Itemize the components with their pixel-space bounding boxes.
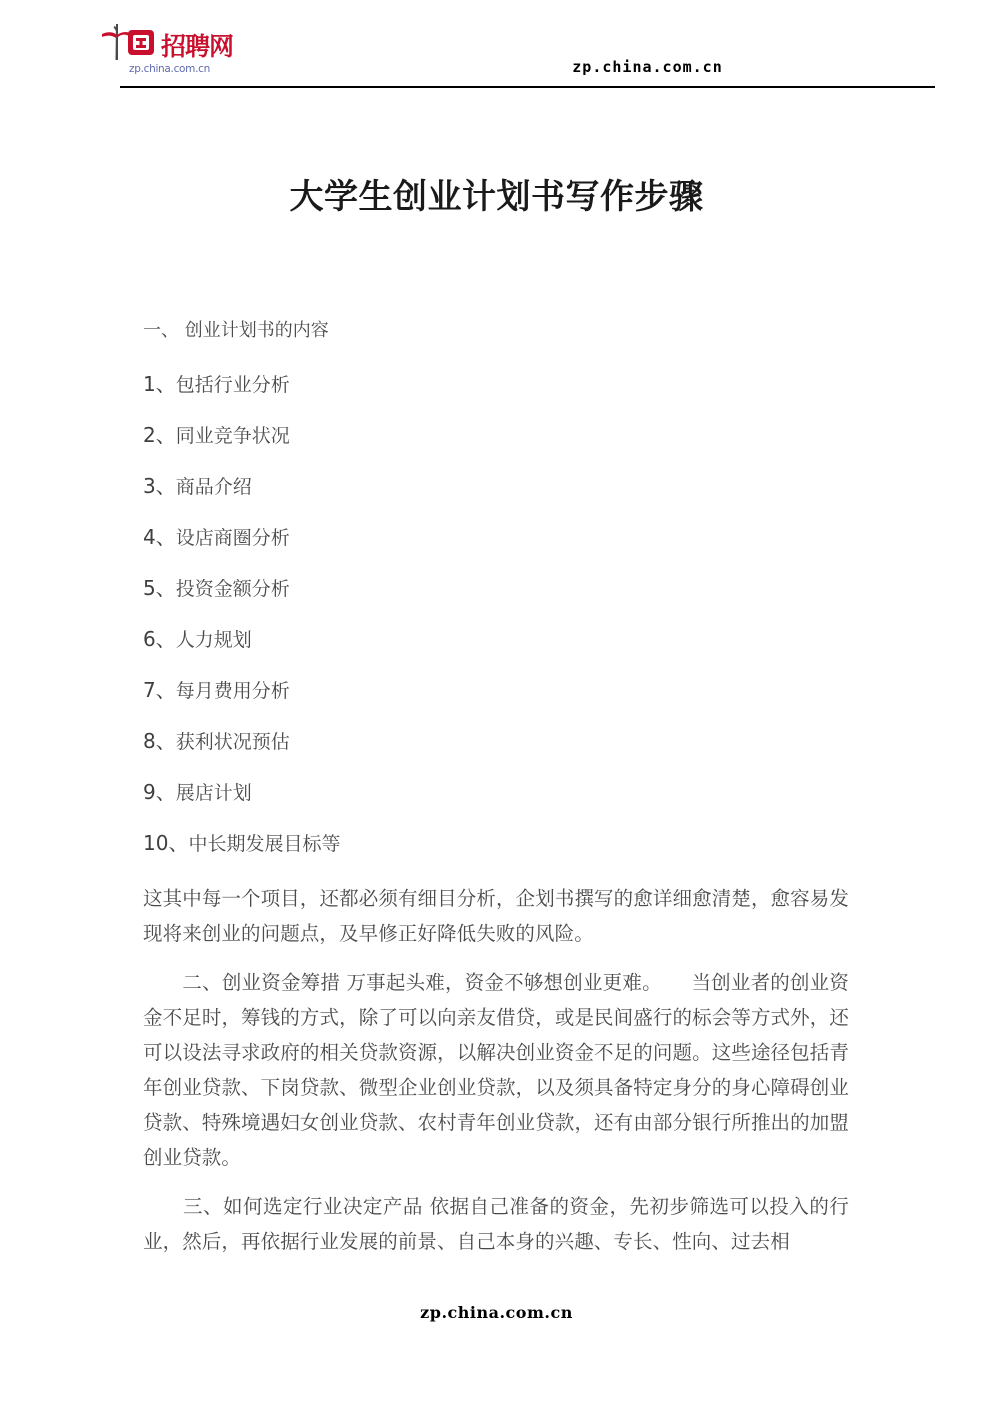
list-item-label: 中长期发展目标等 — [188, 833, 341, 855]
list-item — [143, 425, 849, 476]
list-item-number: 7、 — [143, 678, 176, 702]
list-item-number: 9、 — [143, 780, 176, 804]
list-item — [143, 782, 849, 833]
header-site-url-text: zp.china.com.cn — [572, 58, 723, 76]
page-title: 大学生创业计划书写作步骤 — [289, 176, 704, 217]
list-item — [143, 527, 849, 578]
list-item — [143, 374, 849, 425]
paragraph-one: 这其中每一个项目，还都必须有细目分析，企划书撰写的愈详细愈清楚，愈容易发现将来创业的问题点，及早修正好降低失败的风险。 — [143, 887, 849, 945]
list-item-number: 5、 — [143, 576, 176, 600]
list-item-label: 人力规划 — [175, 629, 252, 651]
list-item-number: 4、 — [143, 525, 176, 549]
list-item-label: 获利状况预估 — [175, 731, 290, 753]
logo-url-text: zp.china.com.cn — [129, 63, 210, 75]
list-item-label: 设店商圈分析 — [175, 527, 290, 549]
list-item-number: 2、 — [143, 423, 176, 447]
list-item-number: 6、 — [143, 627, 176, 651]
page-footer: zp.china.com.cn — [420, 1303, 573, 1322]
list-item-number: 1、 — [143, 372, 176, 396]
list-item — [143, 680, 849, 731]
document-body — [143, 322, 849, 1259]
page-header — [0, 0, 993, 96]
list-item — [143, 731, 849, 782]
list-item-label: 投资金额分析 — [175, 578, 290, 600]
list-item-label: 每月费用分析 — [175, 680, 290, 702]
list-item-number: 8、 — [143, 729, 176, 753]
list-item-number: 3、 — [143, 474, 176, 498]
list-item — [143, 476, 849, 527]
list-item-number: 10、 — [143, 831, 189, 855]
list-item-label: 同业竞争状况 — [175, 425, 290, 447]
list-item-label: 商品介绍 — [175, 476, 252, 498]
header-divider — [120, 86, 935, 88]
paragraph-two: 二、创业资金筹措 万事起头难，资金不够想创业更难。 当创业者的创业资金不足时，筹钱的方式，除了可以向亲友借贷，或是民间盛行的标会等方式外，还可以设法寻求政府的相关贷款资源，以解决创业资金不足的问题。这些途径包括青年创业贷款、下岗贷款、微型企业创业贷款，以及须具备特定身分的身心障碍创业贷款、特殊境遇妇女创业贷款、农村青年创业贷款，还有由部分银行所推出的加盟创业贷款。 — [143, 971, 849, 1169]
section-heading-one: 一、 创业计划书的内容 — [143, 320, 329, 341]
list-item-label: 展店计划 — [175, 782, 252, 804]
paragraph-three: 三、如何选定行业决定产品 依据自己准备的资金，先初步筛选可以投入的行业，然后，再依据行业发展的前景、自己本身的兴趣、专长、性向、过去相 — [143, 1195, 849, 1253]
logo-wordmark: 招聘网 — [161, 32, 234, 61]
list-item — [143, 833, 849, 884]
list-item — [143, 578, 849, 629]
china-zhongguo-logo-icon — [96, 22, 160, 62]
header-site-url — [0, 58, 935, 76]
list-item — [143, 629, 849, 680]
logo-lockup — [96, 22, 266, 62]
list-item-label: 包括行业分析 — [175, 374, 290, 396]
